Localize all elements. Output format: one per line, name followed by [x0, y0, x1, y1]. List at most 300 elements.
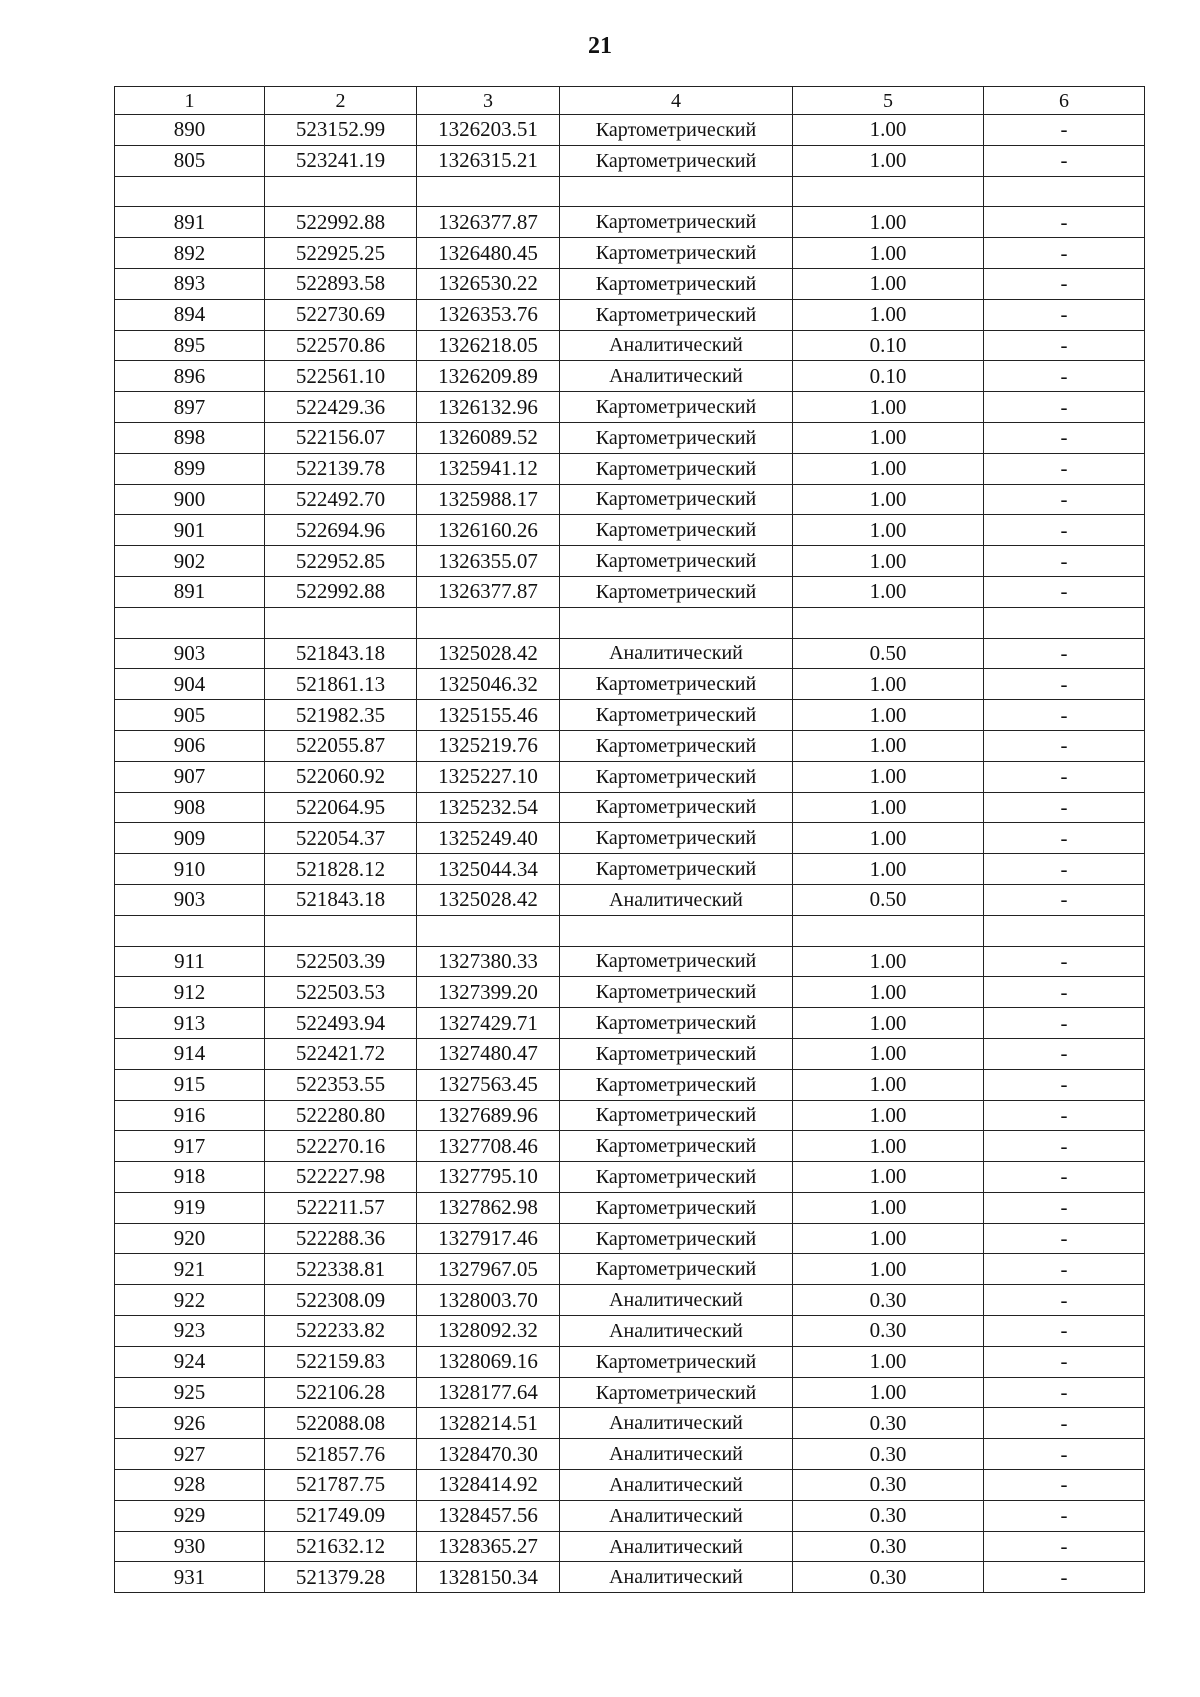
- note-cell: [984, 915, 1145, 946]
- x-coordinate-cell: [265, 607, 417, 638]
- point-number-cell: 924: [115, 1346, 265, 1377]
- y-coordinate-cell: 1325028.42: [417, 884, 560, 915]
- method-cell: Картометрический: [560, 392, 793, 423]
- x-coordinate-cell: 521857.76: [265, 1439, 417, 1470]
- method-cell: [560, 176, 793, 207]
- note-cell: -: [984, 207, 1145, 238]
- x-coordinate-cell: 522429.36: [265, 392, 417, 423]
- accuracy-cell: [793, 607, 984, 638]
- x-coordinate-cell: 522308.09: [265, 1285, 417, 1316]
- point-number-cell: 913: [115, 1008, 265, 1039]
- point-number-cell: 931: [115, 1562, 265, 1593]
- note-cell: -: [984, 453, 1145, 484]
- page-number: 21: [588, 33, 612, 59]
- point-number-cell: 805: [115, 145, 265, 176]
- table-row: [115, 1131, 1145, 1162]
- method-cell: Картометрический: [560, 1346, 793, 1377]
- point-number-cell: 916: [115, 1100, 265, 1131]
- y-coordinate-cell: 1327563.45: [417, 1069, 560, 1100]
- x-coordinate-cell: 521861.13: [265, 669, 417, 700]
- point-number-cell: 905: [115, 700, 265, 731]
- y-coordinate-cell: 1327480.47: [417, 1038, 560, 1069]
- method-cell: Аналитический: [560, 1408, 793, 1439]
- method-cell: Картометрический: [560, 700, 793, 731]
- table-row: [115, 761, 1145, 792]
- y-coordinate-cell: 1326132.96: [417, 392, 560, 423]
- note-cell: -: [984, 1100, 1145, 1131]
- table-header-row: [115, 87, 1145, 115]
- point-number-cell: 893: [115, 268, 265, 299]
- point-number-cell: 926: [115, 1408, 265, 1439]
- y-coordinate-cell: [417, 915, 560, 946]
- accuracy-cell: 1.00: [793, 1377, 984, 1408]
- point-number-cell: 907: [115, 761, 265, 792]
- accuracy-cell: 1.00: [793, 730, 984, 761]
- note-cell: -: [984, 422, 1145, 453]
- method-cell: Аналитический: [560, 361, 793, 392]
- table-row: [115, 484, 1145, 515]
- y-coordinate-cell: 1327429.71: [417, 1008, 560, 1039]
- note-cell: -: [984, 268, 1145, 299]
- note-cell: -: [984, 1223, 1145, 1254]
- point-number-cell: 923: [115, 1316, 265, 1347]
- point-number-cell: 900: [115, 484, 265, 515]
- y-coordinate-cell: 1328470.30: [417, 1439, 560, 1470]
- y-coordinate-cell: 1326089.52: [417, 422, 560, 453]
- accuracy-cell: 1.00: [793, 1069, 984, 1100]
- y-coordinate-cell: 1326203.51: [417, 115, 560, 146]
- accuracy-cell: 1.00: [793, 207, 984, 238]
- x-coordinate-cell: 521379.28: [265, 1562, 417, 1593]
- note-cell: -: [984, 1562, 1145, 1593]
- table-row: [115, 638, 1145, 669]
- method-cell: Картометрический: [560, 484, 793, 515]
- method-cell: Картометрический: [560, 1377, 793, 1408]
- header-col-5: 5: [793, 87, 984, 115]
- point-number-cell: 910: [115, 854, 265, 885]
- method-cell: Картометрический: [560, 792, 793, 823]
- y-coordinate-cell: 1328214.51: [417, 1408, 560, 1439]
- x-coordinate-cell: 521982.35: [265, 700, 417, 731]
- table-row: [115, 1439, 1145, 1470]
- x-coordinate-cell: 522159.83: [265, 1346, 417, 1377]
- y-coordinate-cell: 1326218.05: [417, 330, 560, 361]
- accuracy-cell: [793, 915, 984, 946]
- x-coordinate-cell: 522503.53: [265, 977, 417, 1008]
- y-coordinate-cell: 1328150.34: [417, 1562, 560, 1593]
- note-cell: -: [984, 1069, 1145, 1100]
- accuracy-cell: 1.00: [793, 823, 984, 854]
- point-number-cell: 930: [115, 1531, 265, 1562]
- note-cell: -: [984, 1470, 1145, 1501]
- x-coordinate-cell: 522211.57: [265, 1192, 417, 1223]
- table-row: [115, 1254, 1145, 1285]
- note-cell: -: [984, 884, 1145, 915]
- note-cell: -: [984, 669, 1145, 700]
- accuracy-cell: 1.00: [793, 854, 984, 885]
- note-cell: -: [984, 792, 1145, 823]
- note-cell: -: [984, 1408, 1145, 1439]
- method-cell: Картометрический: [560, 453, 793, 484]
- method-cell: Картометрический: [560, 669, 793, 700]
- point-number-cell: 903: [115, 638, 265, 669]
- note-cell: -: [984, 238, 1145, 269]
- point-number-cell: 896: [115, 361, 265, 392]
- method-cell: Аналитический: [560, 1562, 793, 1593]
- point-number-cell: 918: [115, 1162, 265, 1193]
- note-cell: -: [984, 1254, 1145, 1285]
- method-cell: Картометрический: [560, 576, 793, 607]
- point-number-cell: 892: [115, 238, 265, 269]
- method-cell: Аналитический: [560, 1316, 793, 1347]
- method-cell: Картометрический: [560, 1100, 793, 1131]
- x-coordinate-cell: 522694.96: [265, 515, 417, 546]
- accuracy-cell: 1.00: [793, 1100, 984, 1131]
- note-cell: -: [984, 1377, 1145, 1408]
- note-cell: -: [984, 1131, 1145, 1162]
- x-coordinate-cell: 521787.75: [265, 1470, 417, 1501]
- y-coordinate-cell: 1326377.87: [417, 207, 560, 238]
- x-coordinate-cell: 521749.09: [265, 1500, 417, 1531]
- x-coordinate-cell: 522730.69: [265, 299, 417, 330]
- x-coordinate-cell: 522060.92: [265, 761, 417, 792]
- note-cell: -: [984, 576, 1145, 607]
- table-row: [115, 730, 1145, 761]
- header-col-4: 4: [560, 87, 793, 115]
- note-cell: -: [984, 977, 1145, 1008]
- y-coordinate-cell: 1326355.07: [417, 546, 560, 577]
- accuracy-cell: 1.00: [793, 669, 984, 700]
- note-cell: -: [984, 1008, 1145, 1039]
- accuracy-cell: 1.00: [793, 576, 984, 607]
- method-cell: Картометрический: [560, 1038, 793, 1069]
- x-coordinate-cell: 522227.98: [265, 1162, 417, 1193]
- point-number-cell: 904: [115, 669, 265, 700]
- accuracy-cell: 1.00: [793, 515, 984, 546]
- x-coordinate-cell: 522992.88: [265, 207, 417, 238]
- method-cell: Картометрический: [560, 1223, 793, 1254]
- accuracy-cell: 1.00: [793, 453, 984, 484]
- y-coordinate-cell: 1327795.10: [417, 1162, 560, 1193]
- table-row: [115, 422, 1145, 453]
- y-coordinate-cell: [417, 607, 560, 638]
- accuracy-cell: 1.00: [793, 115, 984, 146]
- method-cell: Картометрический: [560, 145, 793, 176]
- accuracy-cell: 0.10: [793, 361, 984, 392]
- method-cell: Аналитический: [560, 1285, 793, 1316]
- point-number-cell: 908: [115, 792, 265, 823]
- x-coordinate-cell: 522064.95: [265, 792, 417, 823]
- coordinates-table: [114, 86, 1145, 1593]
- point-number-cell: 917: [115, 1131, 265, 1162]
- note-cell: -: [984, 638, 1145, 669]
- accuracy-cell: 0.30: [793, 1316, 984, 1347]
- note-cell: -: [984, 484, 1145, 515]
- accuracy-cell: 1.00: [793, 1223, 984, 1254]
- point-number-cell: 906: [115, 730, 265, 761]
- x-coordinate-cell: 522270.16: [265, 1131, 417, 1162]
- method-cell: Картометрический: [560, 761, 793, 792]
- accuracy-cell: 1.00: [793, 299, 984, 330]
- accuracy-cell: 1.00: [793, 946, 984, 977]
- y-coordinate-cell: 1326209.89: [417, 361, 560, 392]
- x-coordinate-cell: 522570.86: [265, 330, 417, 361]
- method-cell: Картометрический: [560, 115, 793, 146]
- note-cell: -: [984, 392, 1145, 423]
- accuracy-cell: 0.30: [793, 1439, 984, 1470]
- table-row: [115, 1223, 1145, 1254]
- accuracy-cell: 0.30: [793, 1470, 984, 1501]
- y-coordinate-cell: 1326480.45: [417, 238, 560, 269]
- table-row: [115, 977, 1145, 1008]
- point-number-cell: 915: [115, 1069, 265, 1100]
- point-number-cell: 911: [115, 946, 265, 977]
- method-cell: Картометрический: [560, 823, 793, 854]
- table-row: [115, 1408, 1145, 1439]
- point-number-cell: 901: [115, 515, 265, 546]
- method-cell: Картометрический: [560, 1069, 793, 1100]
- x-coordinate-cell: 522492.70: [265, 484, 417, 515]
- note-cell: -: [984, 1038, 1145, 1069]
- note-cell: -: [984, 515, 1145, 546]
- point-number-cell: [115, 176, 265, 207]
- x-coordinate-cell: 521828.12: [265, 854, 417, 885]
- table-row: [115, 176, 1145, 207]
- table-row: [115, 1008, 1145, 1039]
- accuracy-cell: 1.00: [793, 1038, 984, 1069]
- y-coordinate-cell: 1327689.96: [417, 1100, 560, 1131]
- accuracy-cell: 1.00: [793, 1254, 984, 1285]
- accuracy-cell: 1.00: [793, 145, 984, 176]
- y-coordinate-cell: 1327967.05: [417, 1254, 560, 1285]
- table-body: [115, 115, 1145, 1593]
- point-number-cell: [115, 915, 265, 946]
- note-cell: -: [984, 299, 1145, 330]
- x-coordinate-cell: 522088.08: [265, 1408, 417, 1439]
- table-row: [115, 946, 1145, 977]
- table-row: [115, 453, 1145, 484]
- x-coordinate-cell: 522353.55: [265, 1069, 417, 1100]
- x-coordinate-cell: 521843.18: [265, 638, 417, 669]
- table-row: [115, 1316, 1145, 1347]
- y-coordinate-cell: 1326377.87: [417, 576, 560, 607]
- table-row: [115, 1162, 1145, 1193]
- y-coordinate-cell: 1325219.76: [417, 730, 560, 761]
- accuracy-cell: 1.00: [793, 422, 984, 453]
- method-cell: Картометрический: [560, 1192, 793, 1223]
- accuracy-cell: [793, 176, 984, 207]
- table-row: [115, 1346, 1145, 1377]
- table-row: [115, 669, 1145, 700]
- table-row: [115, 700, 1145, 731]
- y-coordinate-cell: 1328069.16: [417, 1346, 560, 1377]
- note-cell: -: [984, 1346, 1145, 1377]
- accuracy-cell: 1.00: [793, 546, 984, 577]
- method-cell: Картометрический: [560, 730, 793, 761]
- note-cell: -: [984, 115, 1145, 146]
- accuracy-cell: 0.30: [793, 1285, 984, 1316]
- point-number-cell: 895: [115, 330, 265, 361]
- y-coordinate-cell: 1328414.92: [417, 1470, 560, 1501]
- y-coordinate-cell: 1326315.21: [417, 145, 560, 176]
- y-coordinate-cell: 1327862.98: [417, 1192, 560, 1223]
- note-cell: -: [984, 1500, 1145, 1531]
- y-coordinate-cell: 1325155.46: [417, 700, 560, 731]
- y-coordinate-cell: 1328177.64: [417, 1377, 560, 1408]
- accuracy-cell: 1.00: [793, 238, 984, 269]
- point-number-cell: 909: [115, 823, 265, 854]
- x-coordinate-cell: 522055.87: [265, 730, 417, 761]
- y-coordinate-cell: 1327380.33: [417, 946, 560, 977]
- method-cell: Картометрический: [560, 854, 793, 885]
- table-row: [115, 207, 1145, 238]
- method-cell: Картометрический: [560, 268, 793, 299]
- y-coordinate-cell: 1325249.40: [417, 823, 560, 854]
- method-cell: Аналитический: [560, 1500, 793, 1531]
- table-row: [115, 823, 1145, 854]
- x-coordinate-cell: 522992.88: [265, 576, 417, 607]
- y-coordinate-cell: 1326160.26: [417, 515, 560, 546]
- y-coordinate-cell: 1327399.20: [417, 977, 560, 1008]
- table-row: [115, 1500, 1145, 1531]
- table-row: [115, 268, 1145, 299]
- note-cell: -: [984, 145, 1145, 176]
- x-coordinate-cell: 522925.25: [265, 238, 417, 269]
- table-row: [115, 1100, 1145, 1131]
- table-row: [115, 576, 1145, 607]
- table-row: [115, 884, 1145, 915]
- method-cell: Аналитический: [560, 1439, 793, 1470]
- point-number-cell: 891: [115, 207, 265, 238]
- point-number-cell: 899: [115, 453, 265, 484]
- accuracy-cell: 1.00: [793, 1131, 984, 1162]
- accuracy-cell: 0.10: [793, 330, 984, 361]
- y-coordinate-cell: 1325046.32: [417, 669, 560, 700]
- point-number-cell: 914: [115, 1038, 265, 1069]
- accuracy-cell: 1.00: [793, 1192, 984, 1223]
- point-number-cell: 919: [115, 1192, 265, 1223]
- table-row: [115, 1069, 1145, 1100]
- method-cell: Аналитический: [560, 1470, 793, 1501]
- note-cell: -: [984, 1316, 1145, 1347]
- method-cell: Аналитический: [560, 638, 793, 669]
- x-coordinate-cell: 521843.18: [265, 884, 417, 915]
- x-coordinate-cell: 522503.39: [265, 946, 417, 977]
- point-number-cell: 928: [115, 1470, 265, 1501]
- accuracy-cell: 0.50: [793, 638, 984, 669]
- point-number-cell: 925: [115, 1377, 265, 1408]
- method-cell: Картометрический: [560, 1008, 793, 1039]
- method-cell: Картометрический: [560, 515, 793, 546]
- table-row: [115, 1470, 1145, 1501]
- accuracy-cell: 1.00: [793, 1008, 984, 1039]
- y-coordinate-cell: 1325227.10: [417, 761, 560, 792]
- point-number-cell: [115, 607, 265, 638]
- table-row: [115, 1192, 1145, 1223]
- note-cell: -: [984, 700, 1145, 731]
- accuracy-cell: 0.30: [793, 1500, 984, 1531]
- accuracy-cell: 0.30: [793, 1408, 984, 1439]
- note-cell: [984, 607, 1145, 638]
- table-row: [115, 238, 1145, 269]
- point-number-cell: 922: [115, 1285, 265, 1316]
- y-coordinate-cell: 1328457.56: [417, 1500, 560, 1531]
- accuracy-cell: 1.00: [793, 761, 984, 792]
- y-coordinate-cell: 1328365.27: [417, 1531, 560, 1562]
- method-cell: Картометрический: [560, 422, 793, 453]
- accuracy-cell: 1.00: [793, 484, 984, 515]
- note-cell: -: [984, 823, 1145, 854]
- y-coordinate-cell: 1325988.17: [417, 484, 560, 515]
- x-coordinate-cell: 522893.58: [265, 268, 417, 299]
- header-col-3: 3: [417, 87, 560, 115]
- point-number-cell: 897: [115, 392, 265, 423]
- method-cell: Картометрический: [560, 946, 793, 977]
- note-cell: -: [984, 761, 1145, 792]
- method-cell: Картометрический: [560, 977, 793, 1008]
- method-cell: Аналитический: [560, 884, 793, 915]
- table-row: [115, 515, 1145, 546]
- x-coordinate-cell: 523241.19: [265, 145, 417, 176]
- point-number-cell: 927: [115, 1439, 265, 1470]
- y-coordinate-cell: 1325941.12: [417, 453, 560, 484]
- note-cell: -: [984, 730, 1145, 761]
- accuracy-cell: 0.50: [793, 884, 984, 915]
- table-row: [115, 1562, 1145, 1593]
- table-row: [115, 392, 1145, 423]
- y-coordinate-cell: 1326530.22: [417, 268, 560, 299]
- x-coordinate-cell: 522156.07: [265, 422, 417, 453]
- y-coordinate-cell: 1325044.34: [417, 854, 560, 885]
- x-coordinate-cell: 522421.72: [265, 1038, 417, 1069]
- x-coordinate-cell: [265, 176, 417, 207]
- point-number-cell: 902: [115, 546, 265, 577]
- point-number-cell: 929: [115, 1500, 265, 1531]
- point-number-cell: 903: [115, 884, 265, 915]
- x-coordinate-cell: 522054.37: [265, 823, 417, 854]
- y-coordinate-cell: [417, 176, 560, 207]
- header-col-2: 2: [265, 87, 417, 115]
- note-cell: -: [984, 330, 1145, 361]
- point-number-cell: 921: [115, 1254, 265, 1285]
- table-row: [115, 854, 1145, 885]
- point-number-cell: 898: [115, 422, 265, 453]
- accuracy-cell: 1.00: [793, 268, 984, 299]
- x-coordinate-cell: 522233.82: [265, 1316, 417, 1347]
- table-row: [115, 1531, 1145, 1562]
- note-cell: [984, 176, 1145, 207]
- point-number-cell: 894: [115, 299, 265, 330]
- note-cell: -: [984, 361, 1145, 392]
- table-row: [115, 1377, 1145, 1408]
- y-coordinate-cell: 1325232.54: [417, 792, 560, 823]
- method-cell: Картометрический: [560, 1254, 793, 1285]
- header-col-1: 1: [115, 87, 265, 115]
- note-cell: -: [984, 1192, 1145, 1223]
- table-row: [115, 145, 1145, 176]
- x-coordinate-cell: [265, 915, 417, 946]
- accuracy-cell: 0.30: [793, 1562, 984, 1593]
- point-number-cell: 891: [115, 576, 265, 607]
- table-row: [115, 607, 1145, 638]
- x-coordinate-cell: 522106.28: [265, 1377, 417, 1408]
- method-cell: Картометрический: [560, 1162, 793, 1193]
- table-row: [115, 330, 1145, 361]
- table-row: [115, 115, 1145, 146]
- accuracy-cell: 1.00: [793, 392, 984, 423]
- y-coordinate-cell: 1328003.70: [417, 1285, 560, 1316]
- table-row: [115, 299, 1145, 330]
